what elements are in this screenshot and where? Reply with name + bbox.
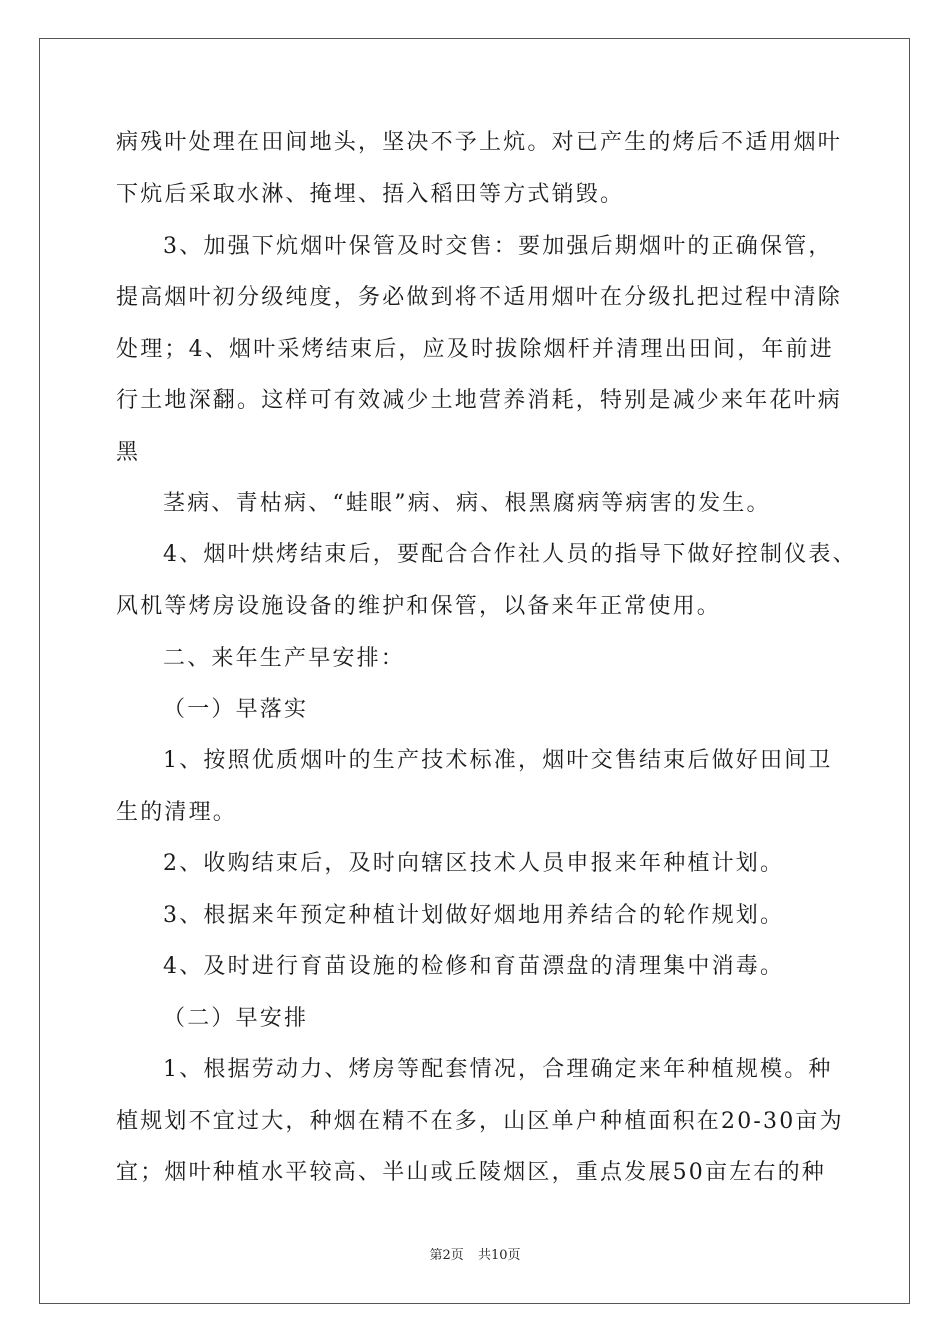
text-line: 病残叶处理在田间地头，坚决不予上炕。对已产生的烤后不适用烟叶 <box>116 130 843 155</box>
subsection-heading: （二）早安排 <box>163 1006 309 1031</box>
page-number-current: 第2页 <box>429 1248 464 1263</box>
text-line: 2、收购结束后，及时向辖区技术人员申报来年种植计划。 <box>163 851 785 876</box>
text-line: 生的清理。 <box>116 800 238 825</box>
page-footer <box>0 1247 950 1265</box>
text-line: 4、及时进行育苗设施的检修和育苗漂盘的清理集中消毒。 <box>163 954 785 979</box>
text-line: 处理；4、烟叶采烤结束后，应及时拔除烟杆并清理出田间，年前进 <box>116 337 834 362</box>
text-line: 4、烟叶烘烤结束后，要配合合作社人员的指导下做好控制仪表、 <box>163 542 857 567</box>
text-line: 黑 <box>116 440 141 465</box>
text-line: 风机等烤房设施设备的维护和保管，以备来年正常使用。 <box>116 594 722 619</box>
text-line: 下炕后采取水淋、掩埋、捂入稻田等方式销毁。 <box>116 182 625 207</box>
text-line: 行土地深翻。这样可有效减少土地营养消耗，特别是减少来年花叶病 <box>116 388 843 413</box>
text-line: 宜；烟叶种植水平较高、半山或丘陵烟区，重点发展50亩左右的种 <box>116 1160 826 1185</box>
subsection-heading: （一）早落实 <box>163 697 309 722</box>
text-line: 3、加强下炕烟叶保管及时交售：要加强后期烟叶的正确保管， <box>163 234 833 259</box>
text-line: 提高烟叶初分级纯度，务必做到将不适用烟叶在分级扎把过程中清除 <box>116 285 843 310</box>
page-number-total: 共10页 <box>477 1248 521 1263</box>
text-line: 茎病、青枯病、“蛙眼”病、病、根黑腐病等病害的发生。 <box>163 491 771 516</box>
text-line: 植规划不宜过大，种烟在精不在多，山区单户种植面积在20-30亩为 <box>116 1109 844 1134</box>
text-line: 1、根据劳动力、烤房等配套情况，合理确定来年种植规模。种 <box>163 1057 833 1082</box>
section-heading: 二、来年生产早安排： <box>163 646 406 671</box>
text-line: 3、根据来年预定种植计划做好烟地用养结合的轮作规划。 <box>163 903 785 928</box>
text-line: 1、按照优质烟叶的生产技术标准，烟叶交售结束后做好田间卫 <box>163 748 833 773</box>
